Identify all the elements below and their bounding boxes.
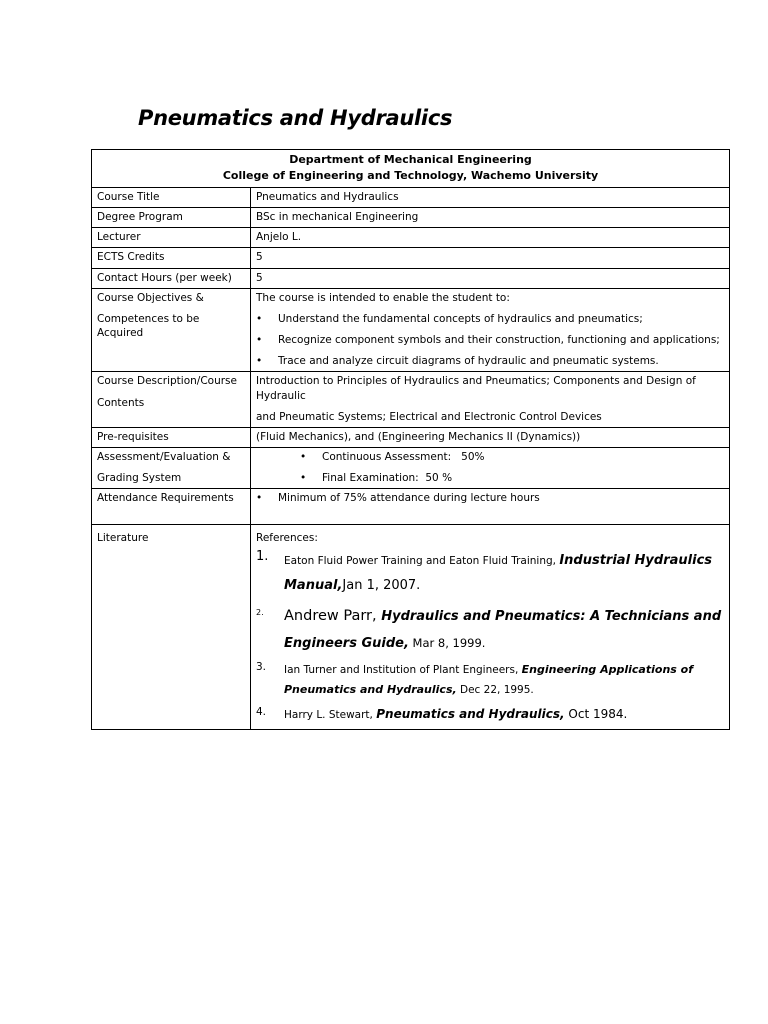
label-line: Competences to be Acquired [97, 312, 200, 340]
bullet-icon: • [256, 312, 263, 325]
list-item [256, 450, 724, 464]
row-value: Pneumatics and Hydraulics [251, 187, 730, 207]
objective-text: Understand the fundamental concepts of hydraulics and pneumatics; [278, 312, 643, 325]
reference-author: Andrew Parr, [284, 608, 382, 625]
list-item [256, 333, 724, 347]
department-name: Department of Mechanical Engineering [289, 153, 532, 166]
row-label [92, 372, 251, 428]
bullet-icon: • [256, 492, 263, 505]
row-value: (Fluid Mechanics), and (Engineering Mechanics II (Dynamics)) [251, 427, 730, 447]
table-row [92, 525, 730, 730]
reference-title: Pneumatics and Hydraulics, [376, 706, 565, 721]
reference-date: Oct 1984. [564, 706, 628, 721]
bullet-icon: • [300, 472, 307, 485]
table-row [92, 248, 730, 268]
reference-date: Mar 8, 1999. [408, 635, 486, 650]
reference-item [256, 548, 724, 599]
table-row [92, 489, 730, 525]
row-value: Anjelo L. [251, 228, 730, 248]
label-line: Course Description/Course [97, 375, 237, 388]
row-label: Degree Program [92, 208, 251, 228]
row-label: ECTS Credits [92, 248, 251, 268]
reference-body [284, 602, 724, 656]
label-line: Contents [97, 396, 145, 409]
row-value [251, 489, 730, 525]
description-line: and Pneumatic Systems; Electrical and Electronic Control Devices [256, 410, 602, 423]
bullet-icon: • [256, 334, 263, 347]
references-heading: References: [256, 532, 318, 545]
row-value: 5 [251, 268, 730, 288]
label-line: Course Objectives & [97, 291, 204, 304]
row-label: Literature [92, 525, 251, 730]
table-row [92, 427, 730, 447]
reference-date: Dec 22, 1995. [456, 684, 534, 697]
label-line: Assessment/Evaluation & [97, 451, 231, 464]
objective-text: Trace and analyze circuit diagrams of hydraulic and pneumatic systems. [278, 355, 659, 368]
row-value: 5 [251, 248, 730, 268]
objectives-intro: The course is intended to enable the student to: [256, 291, 510, 304]
reference-title: Industrial Hydraulics Manual, [284, 552, 713, 593]
reference-item [256, 705, 724, 724]
table-row [92, 372, 730, 428]
label-line: Grading System [97, 472, 182, 485]
row-label: Pre-requisites [92, 427, 251, 447]
list-item [256, 312, 724, 326]
row-value [251, 448, 730, 489]
row-label: Course Title [92, 187, 251, 207]
objective-text: Recognize component symbols and their construction, functioning and applications; [278, 334, 720, 347]
row-value: BSc in mechanical Engineering [251, 208, 730, 228]
reference-item [256, 660, 724, 701]
reference-date: Jan 1, 2007. [342, 577, 421, 593]
assessment-item: Final Examination: 50 % [322, 472, 453, 485]
list-item [256, 354, 724, 368]
row-label: Attendance Requirements [92, 489, 251, 525]
course-info-table [91, 149, 730, 730]
reference-number: 2. [256, 608, 264, 618]
bullet-icon: • [300, 451, 307, 464]
reference-body [284, 660, 724, 701]
table-row [92, 228, 730, 248]
row-value [251, 372, 730, 428]
row-label [92, 448, 251, 489]
row-label: Contact Hours (per week) [92, 268, 251, 288]
reference-title: Hydraulics and Pneumatics: A Technicians and Engineers Guide, [284, 609, 722, 651]
reference-body [284, 705, 724, 724]
assessment-item: Continuous Assessment: 50% [322, 451, 485, 464]
reference-number: 1. [256, 548, 269, 564]
reference-body [284, 548, 724, 599]
reference-number: 4. [256, 705, 267, 718]
list-item [256, 491, 724, 505]
reference-number: 3. [256, 660, 267, 673]
reference-item [256, 602, 724, 656]
table-row [92, 208, 730, 228]
college-name: College of Engineering and Technology, Wachemo University [222, 168, 599, 182]
bullet-icon: • [256, 355, 263, 368]
reference-author: Ian Turner and Institution of Plant Engineers, [284, 663, 522, 676]
row-label: Lecturer [92, 228, 251, 248]
description-line: Introduction to Principles of Hydraulics and Pneumatics; Components and Design of Hydraulic [256, 375, 696, 402]
list-item [256, 471, 724, 485]
row-value [251, 288, 730, 372]
reference-author: Harry L. Stewart, [284, 708, 377, 721]
reference-title: Engineering Applications of Pneumatics and Hydraulics, [284, 662, 693, 697]
table-row [92, 268, 730, 288]
reference-author: Eaton Fluid Power Training and Eaton Fluid Training, [284, 554, 560, 567]
table-header-row [92, 150, 730, 188]
attendance-text: Minimum of 75% attendance during lecture hours [278, 492, 540, 505]
row-value [251, 525, 730, 730]
row-label [92, 288, 251, 372]
table-row [92, 448, 730, 489]
document-title: Pneumatics and Hydraulics [138, 106, 453, 130]
institution-header [92, 150, 730, 188]
table-row [92, 288, 730, 372]
table-row [92, 187, 730, 207]
